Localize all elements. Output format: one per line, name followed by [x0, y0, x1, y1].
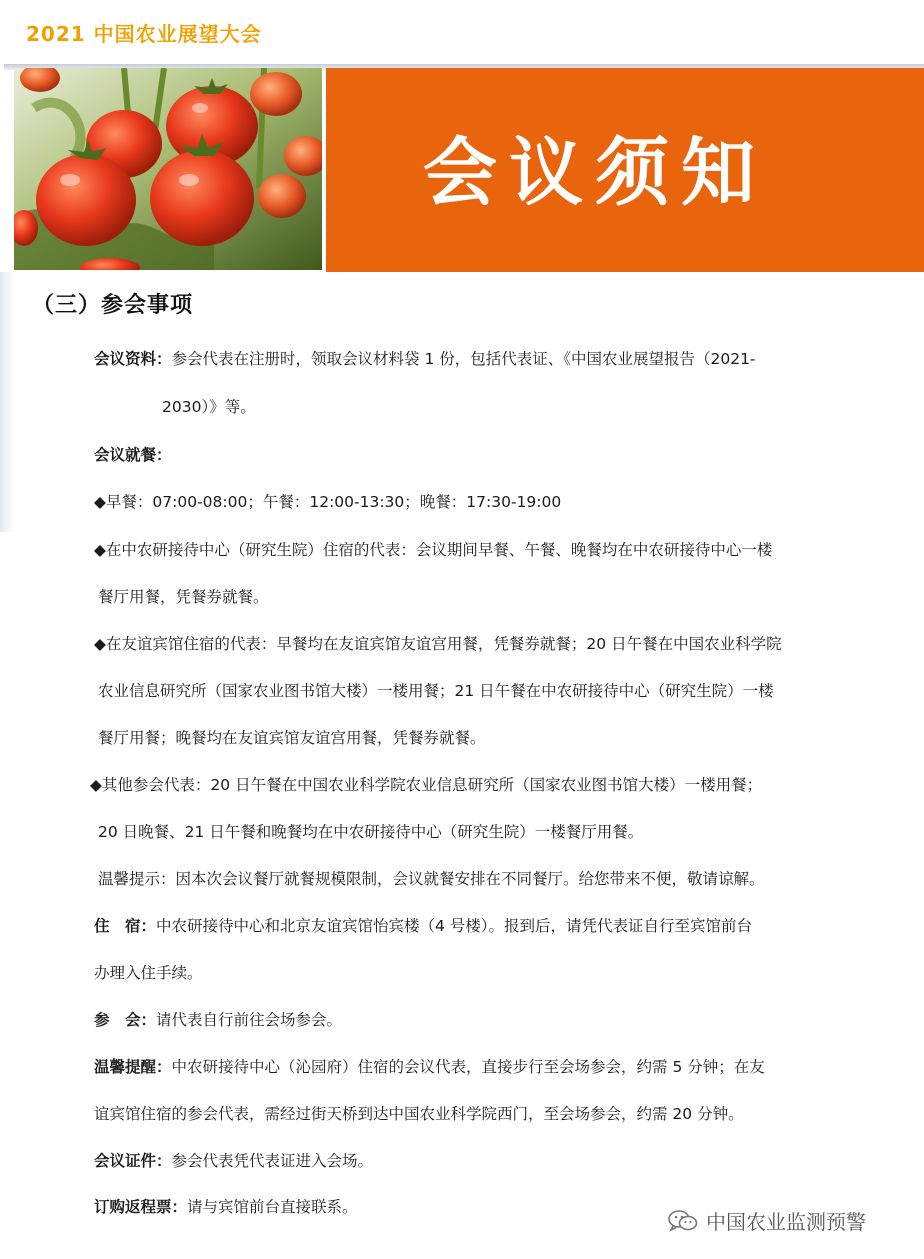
wechat-icon [668, 1210, 698, 1232]
materials-line-1 [94, 347, 756, 369]
credentials-text: 参会代表凭代表证进入会场。 [171, 1152, 374, 1170]
attend-line [94, 1008, 342, 1030]
tomato-photo [14, 68, 322, 270]
section-title: （三）参会事项 [32, 293, 194, 318]
conference-title: 2021 中国农业展望大会 [26, 22, 262, 46]
attend-label: 参 会： [94, 1011, 157, 1029]
dining-item-2-line-1: ◆在友谊宾馆住宿的代表：早餐均在友谊宾馆友谊宫用餐，凭餐券就餐；20 日午餐在中国农业科学院 [94, 635, 782, 653]
attend-text: 请代表自行前往会场参会。 [156, 1011, 343, 1029]
lodging-text-1: 中农研接待中心和北京友谊宾馆怡宾楼（4 号楼）。报到后，请凭代表证自行至宾馆前台 [156, 917, 753, 935]
reminder-text-1: 中农研接待中心（沁园府）住宿的会议代表，直接步行至会场参会，约需 5 分钟；在友 [171, 1058, 765, 1076]
dining-tip: 温馨提示：因本次会议餐厅就餐规模限制，会议就餐安排在不同餐厅。给您带来不便，敬请谅解。 [98, 870, 765, 888]
dining-item-2-line-3: 餐厅用餐；晚餐均在友谊宾馆友谊宫用餐，凭餐券就餐。 [98, 729, 486, 747]
meal-times: ◆早餐：07:00-08:00；午餐：12:00-13:30；晚餐：17:30-19:00 [94, 493, 562, 511]
watermark [668, 1206, 866, 1235]
credentials-label: 会议证件： [94, 1152, 172, 1170]
dining-item-2-line-2: 农业信息研究所（国家农业图书馆大楼）一楼用餐；21 日午餐在中农研接待中心（研究生院）一楼 [98, 682, 774, 700]
reminder-text-2: 谊宾馆住宿的参会代表，需经过街天桥到达中国农业科学院西门，至会场参会，约需 20 分钟。 [94, 1105, 744, 1123]
materials-text-2: 2030）》等。 [162, 398, 256, 416]
banner-title: 会议须知 [423, 130, 767, 216]
materials-label: 会议资料： [94, 350, 172, 368]
left-shade [0, 272, 14, 532]
dining-item-1-line-1: ◆在中农研接待中心（研究生院）住宿的代表：会议期间早餐、午餐、晚餐均在中农研接待中心一楼 [94, 541, 773, 559]
page-header [0, 0, 924, 62]
lodging-label: 住 宿： [94, 917, 157, 935]
lodging-line-1 [94, 914, 752, 936]
credentials-line [94, 1149, 373, 1171]
banner-title-panel [326, 68, 924, 272]
dining-label: 会议就餐： [94, 446, 172, 464]
watermark-text: 中国农业监测预警 [706, 1210, 866, 1234]
tickets-text: 请与宾馆前台直接联系。 [187, 1198, 358, 1216]
tickets-label: 订购返程票： [94, 1198, 188, 1216]
banner [0, 62, 924, 272]
materials-text-1: 参会代表在注册时，领取会议材料袋 1 份，包括代表证、《中国农业展望报告（2021- [171, 350, 756, 368]
dining-item-3-line-2: 20 日晚餐、21 日午餐和晚餐均在中农研接待中心（研究生院）一楼餐厅用餐。 [98, 823, 644, 841]
dining-item-3-line-1: ◆其他参会代表：20 日午餐在中国农业科学院农业信息研究所（国家农业图书馆大楼）一楼用餐； [90, 776, 763, 794]
dining-item-1-line-2: 餐厅用餐，凭餐券就餐。 [98, 588, 269, 606]
reminder-label: 温馨提醒： [94, 1058, 172, 1076]
reminder-line-1 [94, 1055, 765, 1077]
tickets-line [94, 1195, 358, 1217]
lodging-text-2: 办理入住手续。 [94, 964, 203, 982]
